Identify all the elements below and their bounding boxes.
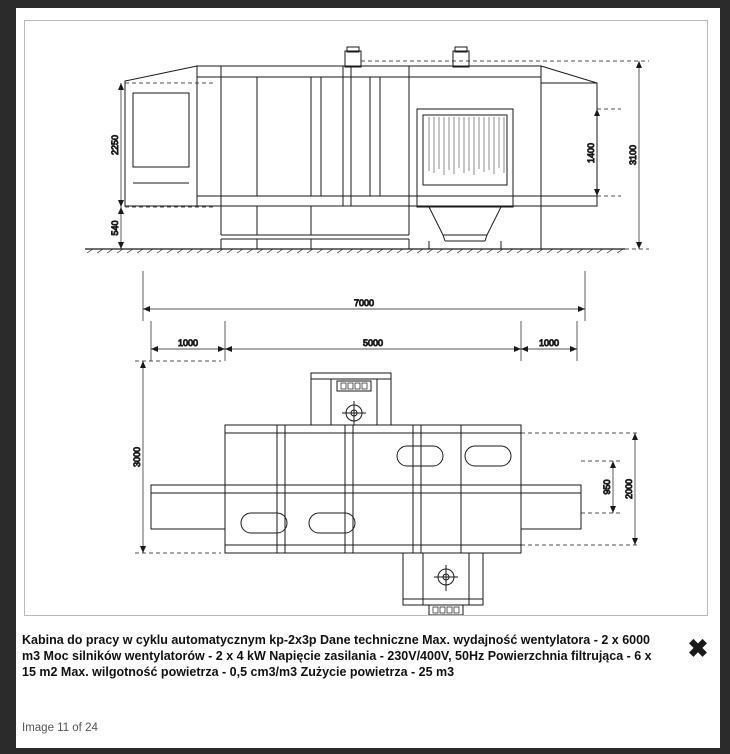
dim-1400: 1400 — [586, 142, 596, 164]
dim-950: 950 — [602, 479, 612, 495]
dim-2250: 2250 — [110, 134, 120, 156]
dim-1000-left: 1000 — [177, 338, 199, 348]
image-caption: Kabina do pracy w cyklu automatycznym kp-2x3p Dane techniczne Max. wydajność wentylatora - 2 x 6000 m3 Moc silników wentylatorów - 2 x 4 kW Napięcie zasilania - 230V/400V, 50Hz Powierzchnia filtrująca - 6 x 15 m2 Max. wilgotność powietrza - 0,5 cm3/m3 Zużycie powietrza - 25 m3 — [22, 633, 652, 680]
viewer-top-border — [0, 0, 730, 8]
technical-drawing-image[interactable] — [24, 20, 708, 616]
dim-3000: 3000 — [132, 446, 142, 468]
viewer-left-border — [0, 0, 16, 754]
dim-540: 540 — [110, 220, 120, 236]
viewer-bottom-border — [0, 748, 730, 754]
dim-2000: 2000 — [624, 478, 634, 500]
dim-1000-right: 1000 — [538, 338, 560, 348]
image-counter: Image 11 of 24 — [22, 722, 98, 734]
image-frame — [16, 8, 720, 626]
dim-5000: 5000 — [362, 338, 384, 348]
viewer-right-border — [720, 0, 730, 754]
drawing-svg — [25, 21, 708, 616]
dim-3100: 3100 — [628, 144, 638, 166]
dim-7000: 7000 — [353, 298, 375, 308]
close-icon[interactable]: ✖ — [687, 635, 709, 663]
